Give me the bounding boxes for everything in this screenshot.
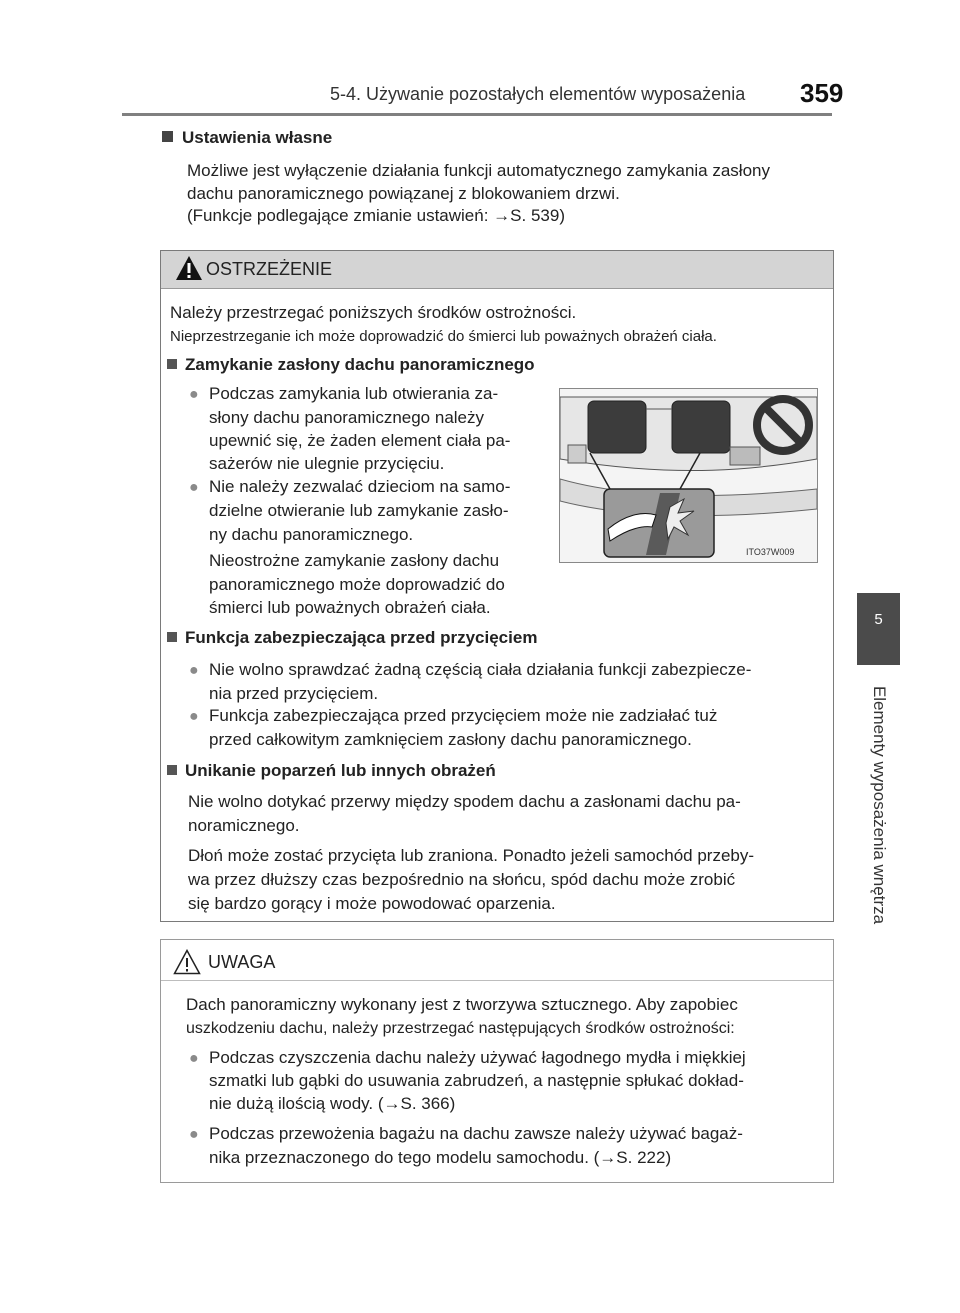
bullet-line: nie dużą ilością wody. (→S. 366)	[209, 1094, 456, 1113]
paragraph-line: noramicznego.	[188, 816, 300, 835]
intro-line: (Funkcje podlegające zmianie ustawień: →S. 539)	[187, 206, 565, 225]
page-number: 359	[800, 78, 844, 108]
warning-title: OSTRZEŻENIE	[206, 259, 333, 279]
bullet-line: Nie wolno sprawdzać żadną częścią ciała działania funkcji zabezpiecze-	[209, 660, 752, 679]
caution-title: UWAGA	[208, 952, 276, 972]
prohibited-icon	[752, 394, 814, 456]
intro-line: Możliwe jest wyłączenie działania funkcji automatycznego zamykania zasłony	[187, 161, 770, 180]
bullet-line: Podczas przewożenia bagażu na dachu zawsze należy używać bagaż-	[209, 1124, 743, 1143]
paragraph-line: się bardzo gorący i może powodować oparzenia.	[188, 894, 556, 913]
bullet-line: sażerów nie ulegnie przycięciu.	[209, 454, 445, 473]
circle-bullet-icon: ●	[189, 1050, 199, 1067]
bullet-line: nika przeznaczonego do tego modelu samochodu. (→S. 222)	[209, 1148, 672, 1167]
intro-line: dachu panoramicznego powiązanej z blokowaniem drzwi.	[187, 184, 620, 203]
image-code: ITO37W009	[746, 547, 795, 557]
warning-intro: Nieprzestrzeganie ich może doprowadzić do śmierci lub poważnych obrażeń ciała.	[170, 328, 717, 345]
header-rule	[122, 113, 832, 116]
panoramic-roof-illustration	[559, 388, 818, 563]
caution-intro: uszkodzeniu dachu, należy przestrzegać następujących środków ostrożności:	[186, 1020, 735, 1037]
square-bullet-icon	[167, 359, 177, 369]
bullet-line: panoramicznego może doprowadzić do	[209, 575, 505, 594]
bullet-line: dzielne otwieranie lub zamykanie zasło-	[209, 501, 509, 520]
chapter-tab	[857, 665, 900, 945]
intro-heading	[162, 128, 332, 148]
subheading-text: Funkcja zabezpieczająca przed przycięciem	[185, 628, 538, 647]
warning-box	[160, 250, 834, 922]
chapter-tab-number: 5	[857, 593, 900, 665]
warning-triangle-icon	[175, 255, 203, 281]
warning-intro: Należy przestrzegać poniższych środków ostrożności.	[170, 303, 577, 322]
chapter-tab-label: Elementy wyposażenia wnętrza	[869, 685, 889, 925]
subheading-text: Zamykanie zasłony dachu panoramicznego	[185, 355, 535, 374]
warning-subheading	[167, 761, 496, 781]
bullet-line: nia przed przycięciem.	[209, 684, 379, 703]
bullet-line: Funkcja zabezpieczająca przed przycięciem może nie zadziałać tuż	[209, 706, 718, 725]
bullet-line: przed całkowitym zamknięciem zasłony dachu panoramicznego.	[209, 730, 692, 749]
paragraph-line: wa przez dłuższy czas bezpośrednio na słońcu, spód dachu może zrobić	[188, 870, 736, 889]
section-title: 5-4. Używanie pozostałych elementów wyposażenia	[330, 84, 746, 104]
bullet-line: Nie należy zezwalać dzieciom na samo-	[209, 477, 511, 496]
paragraph-line: Nie wolno dotykać przerwy między spodem dachu a zasłonami dachu pa-	[188, 792, 741, 811]
square-bullet-icon	[162, 131, 173, 142]
circle-bullet-icon: ●	[189, 662, 199, 679]
bullet-line: Podczas zamykania lub otwierania za-	[209, 384, 499, 403]
bullet-line: śmierci lub poważnych obrażeń ciała.	[209, 598, 491, 617]
paragraph-line: Dłoń może zostać przycięta lub zraniona. Ponadto jeżeli samochód przeby-	[188, 846, 755, 865]
warning-subheading	[167, 628, 537, 648]
caution-header	[161, 940, 833, 981]
caution-box	[160, 939, 834, 1183]
caution-triangle-icon	[173, 949, 201, 975]
circle-bullet-icon: ●	[189, 1126, 199, 1143]
bullet-line: szmatki lub gąbki do usuwania zabrudzeń, a następnie spłukać dokład-	[209, 1071, 744, 1090]
circle-bullet-icon: ●	[189, 479, 199, 496]
bullet-line: słony dachu panoramicznego należy	[209, 408, 485, 427]
caution-intro: Dach panoramiczny wykonany jest z tworzywa sztucznego. Aby zapobiec	[186, 995, 738, 1014]
warning-subheading	[167, 355, 535, 375]
circle-bullet-icon: ●	[189, 708, 199, 725]
bullet-line: upewnić się, że żaden element ciała pa-	[209, 431, 511, 450]
bullet-line: ny dachu panoramicznego.	[209, 525, 414, 544]
bullet-line: Podczas czyszczenia dachu należy używać łagodnego mydła i miękkiej	[209, 1048, 746, 1067]
square-bullet-icon	[167, 632, 177, 642]
subheading-text: Unikanie poparzeń lub innych obrażeń	[185, 761, 496, 780]
square-bullet-icon	[167, 765, 177, 775]
circle-bullet-icon: ●	[189, 386, 199, 403]
bullet-line: Nieostrożne zamykanie zasłony dachu	[209, 551, 500, 570]
intro-heading-text: Ustawienia własne	[182, 128, 333, 147]
warning-header	[161, 251, 833, 289]
